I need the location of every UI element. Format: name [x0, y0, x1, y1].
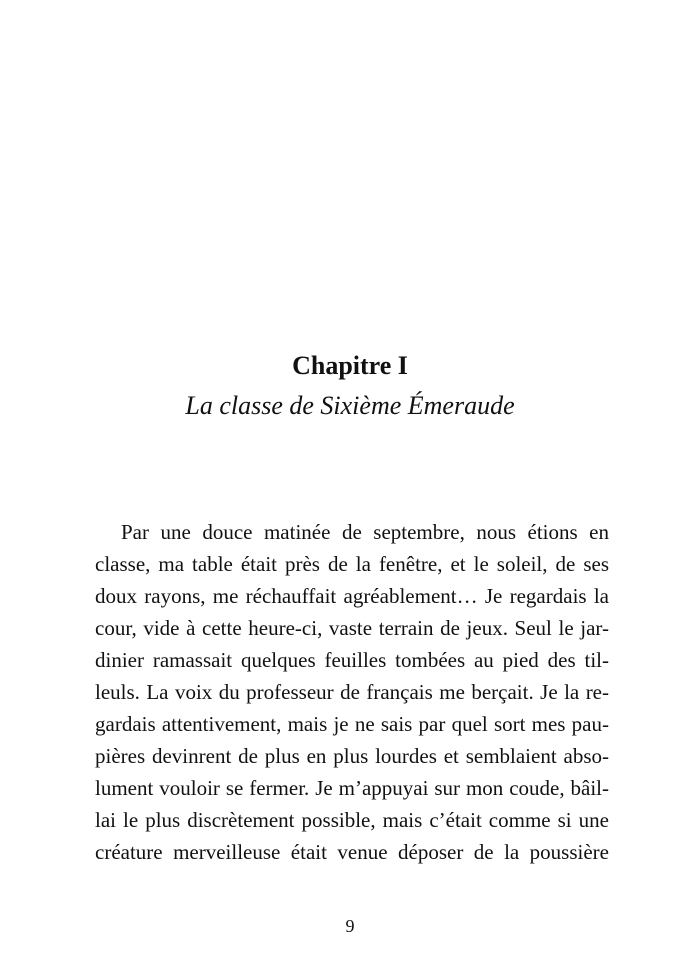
chapter-subtitle: La classe de Sixième Émeraude: [185, 391, 515, 420]
text-line: doux rayons, me réchauffait agréablement… Je regardais la: [95, 584, 609, 608]
page-number: 9: [345, 916, 355, 936]
text-line: classe, ma table était près de la fenêtre, et le soleil, de ses: [95, 552, 609, 576]
text-line: leuls. La voix du professeur de français me berçait. Je la re-: [95, 680, 609, 704]
text-line: lument vouloir se fermer. Je m’appuyai sur mon coude, bâil-: [95, 776, 609, 800]
text-line: créature merveilleuse était venue déposer de la poussière: [95, 840, 609, 864]
text-line: gardais attentivement, mais je ne sais par quel sort mes pau-: [95, 712, 609, 736]
text-line: pières devinrent de plus en plus lourdes et semblaient abso-: [95, 744, 609, 768]
text-line: Par une douce matinée de septembre, nous étions en: [121, 520, 609, 544]
text-line: cour, vide à cette heure-ci, vaste terrain de jeux. Seul le jar-: [95, 616, 609, 640]
text-line: dinier ramassait quelques feuilles tombées au pied des til-: [95, 648, 609, 672]
chapter-title: Chapitre I: [292, 351, 408, 380]
body-paragraph: [95, 516, 609, 868]
text-line: lai le plus discrètement possible, mais c’était comme si une: [95, 808, 609, 832]
